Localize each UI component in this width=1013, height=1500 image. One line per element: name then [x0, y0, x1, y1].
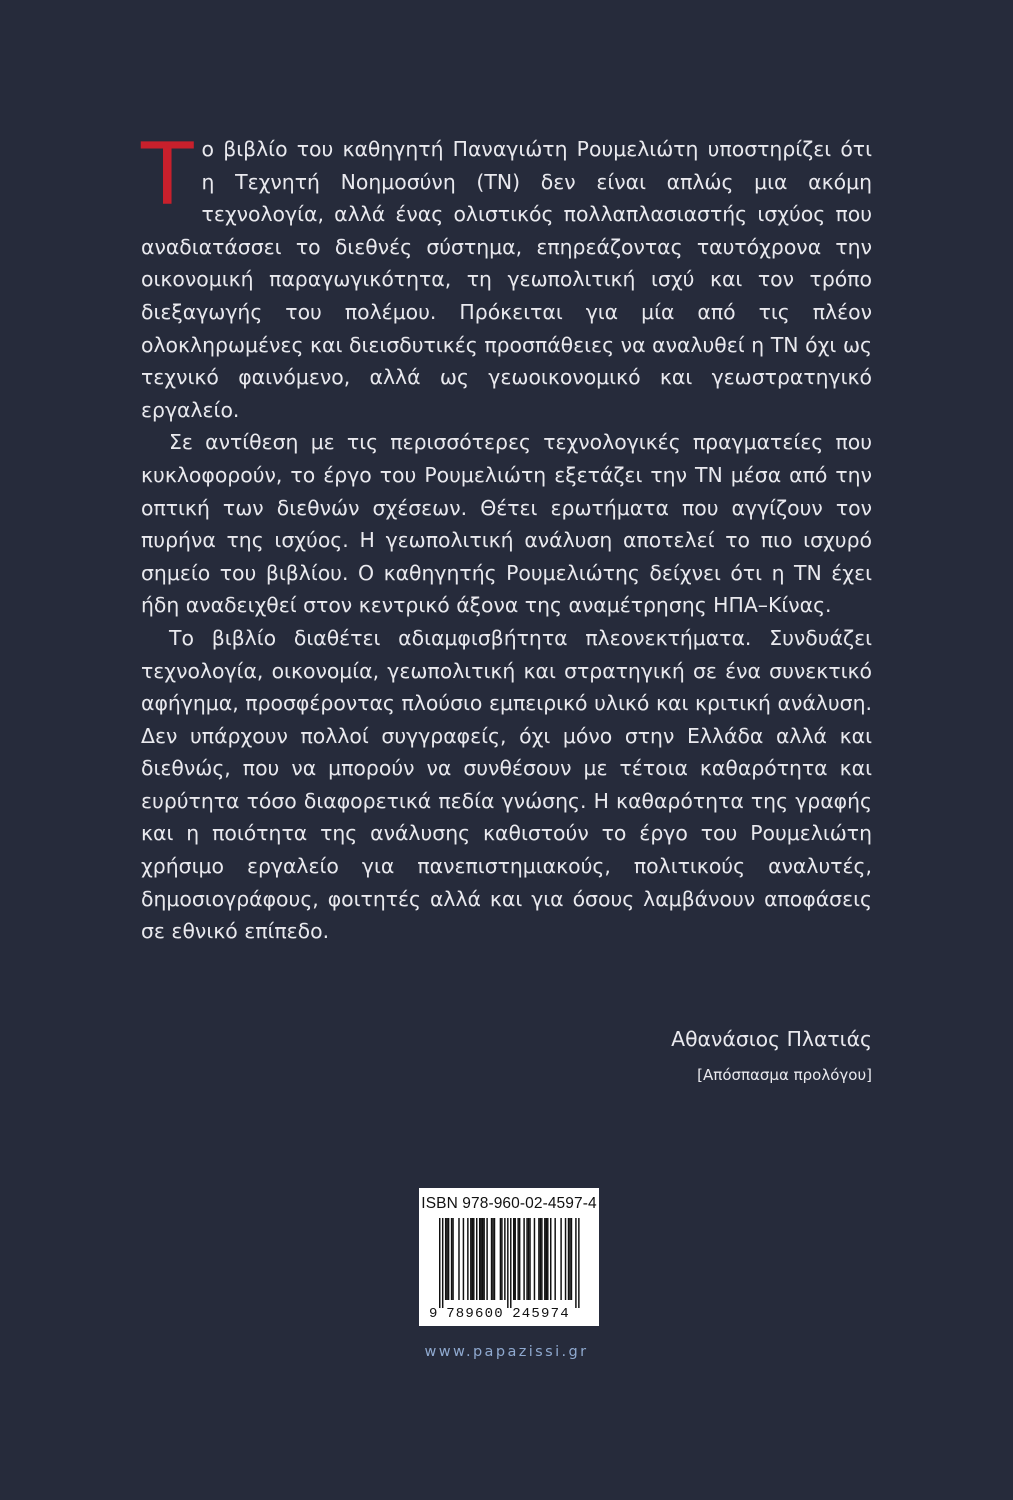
barcode-bar — [547, 1218, 548, 1300]
barcode-bar — [491, 1218, 492, 1300]
barcode-bar — [544, 1218, 545, 1300]
barcode-bar — [529, 1218, 530, 1300]
barcode-bar — [514, 1218, 515, 1300]
barcode-bar — [568, 1218, 569, 1300]
barcode-bar — [445, 1218, 446, 1300]
publisher-website[interactable]: www.papazissi.gr — [424, 1344, 589, 1360]
barcode-bar — [578, 1218, 579, 1308]
isbn-label: ISBN 978-960-02-4597-4 — [421, 1195, 597, 1212]
barcode-bar — [534, 1218, 535, 1300]
barcode-bar — [554, 1218, 555, 1300]
barcode-bar — [546, 1218, 547, 1300]
barcode-bar — [472, 1218, 473, 1300]
barcode-bar — [470, 1218, 471, 1300]
barcode-bar — [526, 1218, 527, 1300]
barcode-bar — [560, 1218, 561, 1300]
barcode-bar — [473, 1218, 474, 1300]
blurb-paragraph-1-text: ο βιβλίο του καθηγητή Παναγιώτη Ρουμελιώτη υποστηρίζει ότι η Τεχνητή Νοημοσύνη (ΤΝ) δεν είναι απλώς μια ακόμη τεχνολογία, αλλά ένας ολιστικός πολλαπλασιαστής ισχύος που αναδιατάσσει το διεθνές σύστημα, επηρεάζοντας ταυτόχρονα την οικονομική παραγωγικότητα, τη γεωπολιτική ισχύ και τον τρόπο διεξαγωγής του πολέμου. Πρόκειται για μία από τις πλέον ολοκληρωμένες και διεισδυτικές προσπάθειες να αναλυθεί η ΤΝ όχι ως τεχνικό φαινόμενο, αλλά ως γεωοικονομικό και γεωστρατηγικό εργαλείο. — [141, 137, 872, 422]
barcode-bar — [482, 1218, 483, 1300]
barcode-bar — [480, 1218, 481, 1300]
barcode-bar — [569, 1218, 570, 1300]
barcode-bar — [513, 1218, 514, 1300]
barcode-bar — [479, 1218, 480, 1300]
barcode-bar — [523, 1218, 524, 1300]
blurb-paragraph-3: Το βιβλίο διαθέτει αδιαμφισβήτητα πλεονεκτήματα. Συνδυάζει τεχνολογία, οικονομία, γεωπολιτική και στρατηγική σε ένα συνεκτικό αφήγημα, προσφέροντας πλούσιο εμπειρικό υλικό και κριτική ανάλυση. Δεν υπάρχουν πολλοί συγγραφείς, όχι μόνο στην Ελλάδα αλλά και διεθνώς, που να μπορούν να συνθέσουν με τέτοια καθαρότητα και ευρύτητα τόσο διαφορετικά πεδία γνώσης. Η καθαρότητα της γραφής και η ποιότητα της ανάλυσης καθιστούν το έργο του Ρουμελιώτη χρήσιμο εργαλείο για πανεπιστημιακούς, πολιτικούς αναλυτές, δημοσιογράφους, φοιτητές αλλά και για όσους λαμβάνουν αποφάσεις σε εθνικό επίπεδο. — [141, 625, 872, 944]
barcode-bar — [510, 1218, 511, 1308]
barcode-bar — [500, 1218, 501, 1300]
barcode-bar — [540, 1218, 541, 1300]
barcode-bar — [565, 1218, 566, 1300]
barcode-first-digit: 9 — [429, 1306, 438, 1322]
drop-cap: Τ — [141, 125, 194, 225]
barcode-bar — [446, 1218, 447, 1300]
author-name: Αθανάσιος Πλατιάς — [671, 1027, 872, 1051]
blurb-paragraph-2: Σε αντίθεση με τις περισσότερες τεχνολογικές πραγματείες που κυκλοφορούν, το έργο του Ρουμελιώτη εξετάζει την ΤΝ μέσα από την οπτική των διεθνών σχέσεων. Θέτει ερωτήματα που αγγίζουν τον πυρήνα της ισχύος. Η γεωπολιτική ανάλυση αποτελεί το πιο ισχυρό σημείο του βιβλίου. Ο καθηγητής Ρουμελιώτης δείχνει ότι η ΤΝ έχει ήδη αναδειχθεί στον κεντρικό άξονα της αναμέτρησης ΗΠΑ–Κίνας. — [141, 430, 872, 618]
barcode-bar — [439, 1218, 440, 1308]
barcode-bar — [442, 1218, 443, 1308]
barcode-bar — [448, 1218, 449, 1300]
blurb-text — [141, 125, 872, 948]
blurb-paragraph-1 — [141, 125, 872, 426]
barcode-bar — [467, 1218, 468, 1300]
barcode-bar — [476, 1218, 477, 1300]
barcode-bar — [550, 1218, 551, 1300]
barcode-bar — [538, 1218, 539, 1300]
barcode-bar — [458, 1218, 459, 1300]
barcode-bar — [501, 1218, 502, 1300]
barcode-bar — [486, 1218, 487, 1300]
barcode-bar — [494, 1218, 495, 1300]
barcode-bar — [571, 1218, 572, 1300]
barcode-bar — [483, 1218, 484, 1300]
barcode-bar — [451, 1218, 452, 1300]
barcode-right-digits: 245974 — [512, 1306, 570, 1322]
barcode-bar — [492, 1218, 493, 1300]
barcode-bar — [541, 1218, 542, 1300]
barcode-graphic — [419, 1188, 599, 1326]
barcode-bar — [504, 1218, 505, 1300]
barcode-bar — [528, 1218, 529, 1300]
barcode-bar — [507, 1218, 508, 1308]
isbn-barcode — [419, 1188, 599, 1326]
barcode-bars — [439, 1218, 580, 1308]
barcode-bar — [463, 1218, 464, 1300]
barcode-bar — [575, 1218, 576, 1308]
excerpt-note: [Απόσπασμα προλόγου] — [697, 1066, 872, 1084]
barcode-left-digits: 789600 — [446, 1306, 504, 1322]
barcode-bar — [517, 1218, 518, 1300]
barcode-bar — [452, 1218, 453, 1300]
barcode-bar — [519, 1218, 520, 1300]
